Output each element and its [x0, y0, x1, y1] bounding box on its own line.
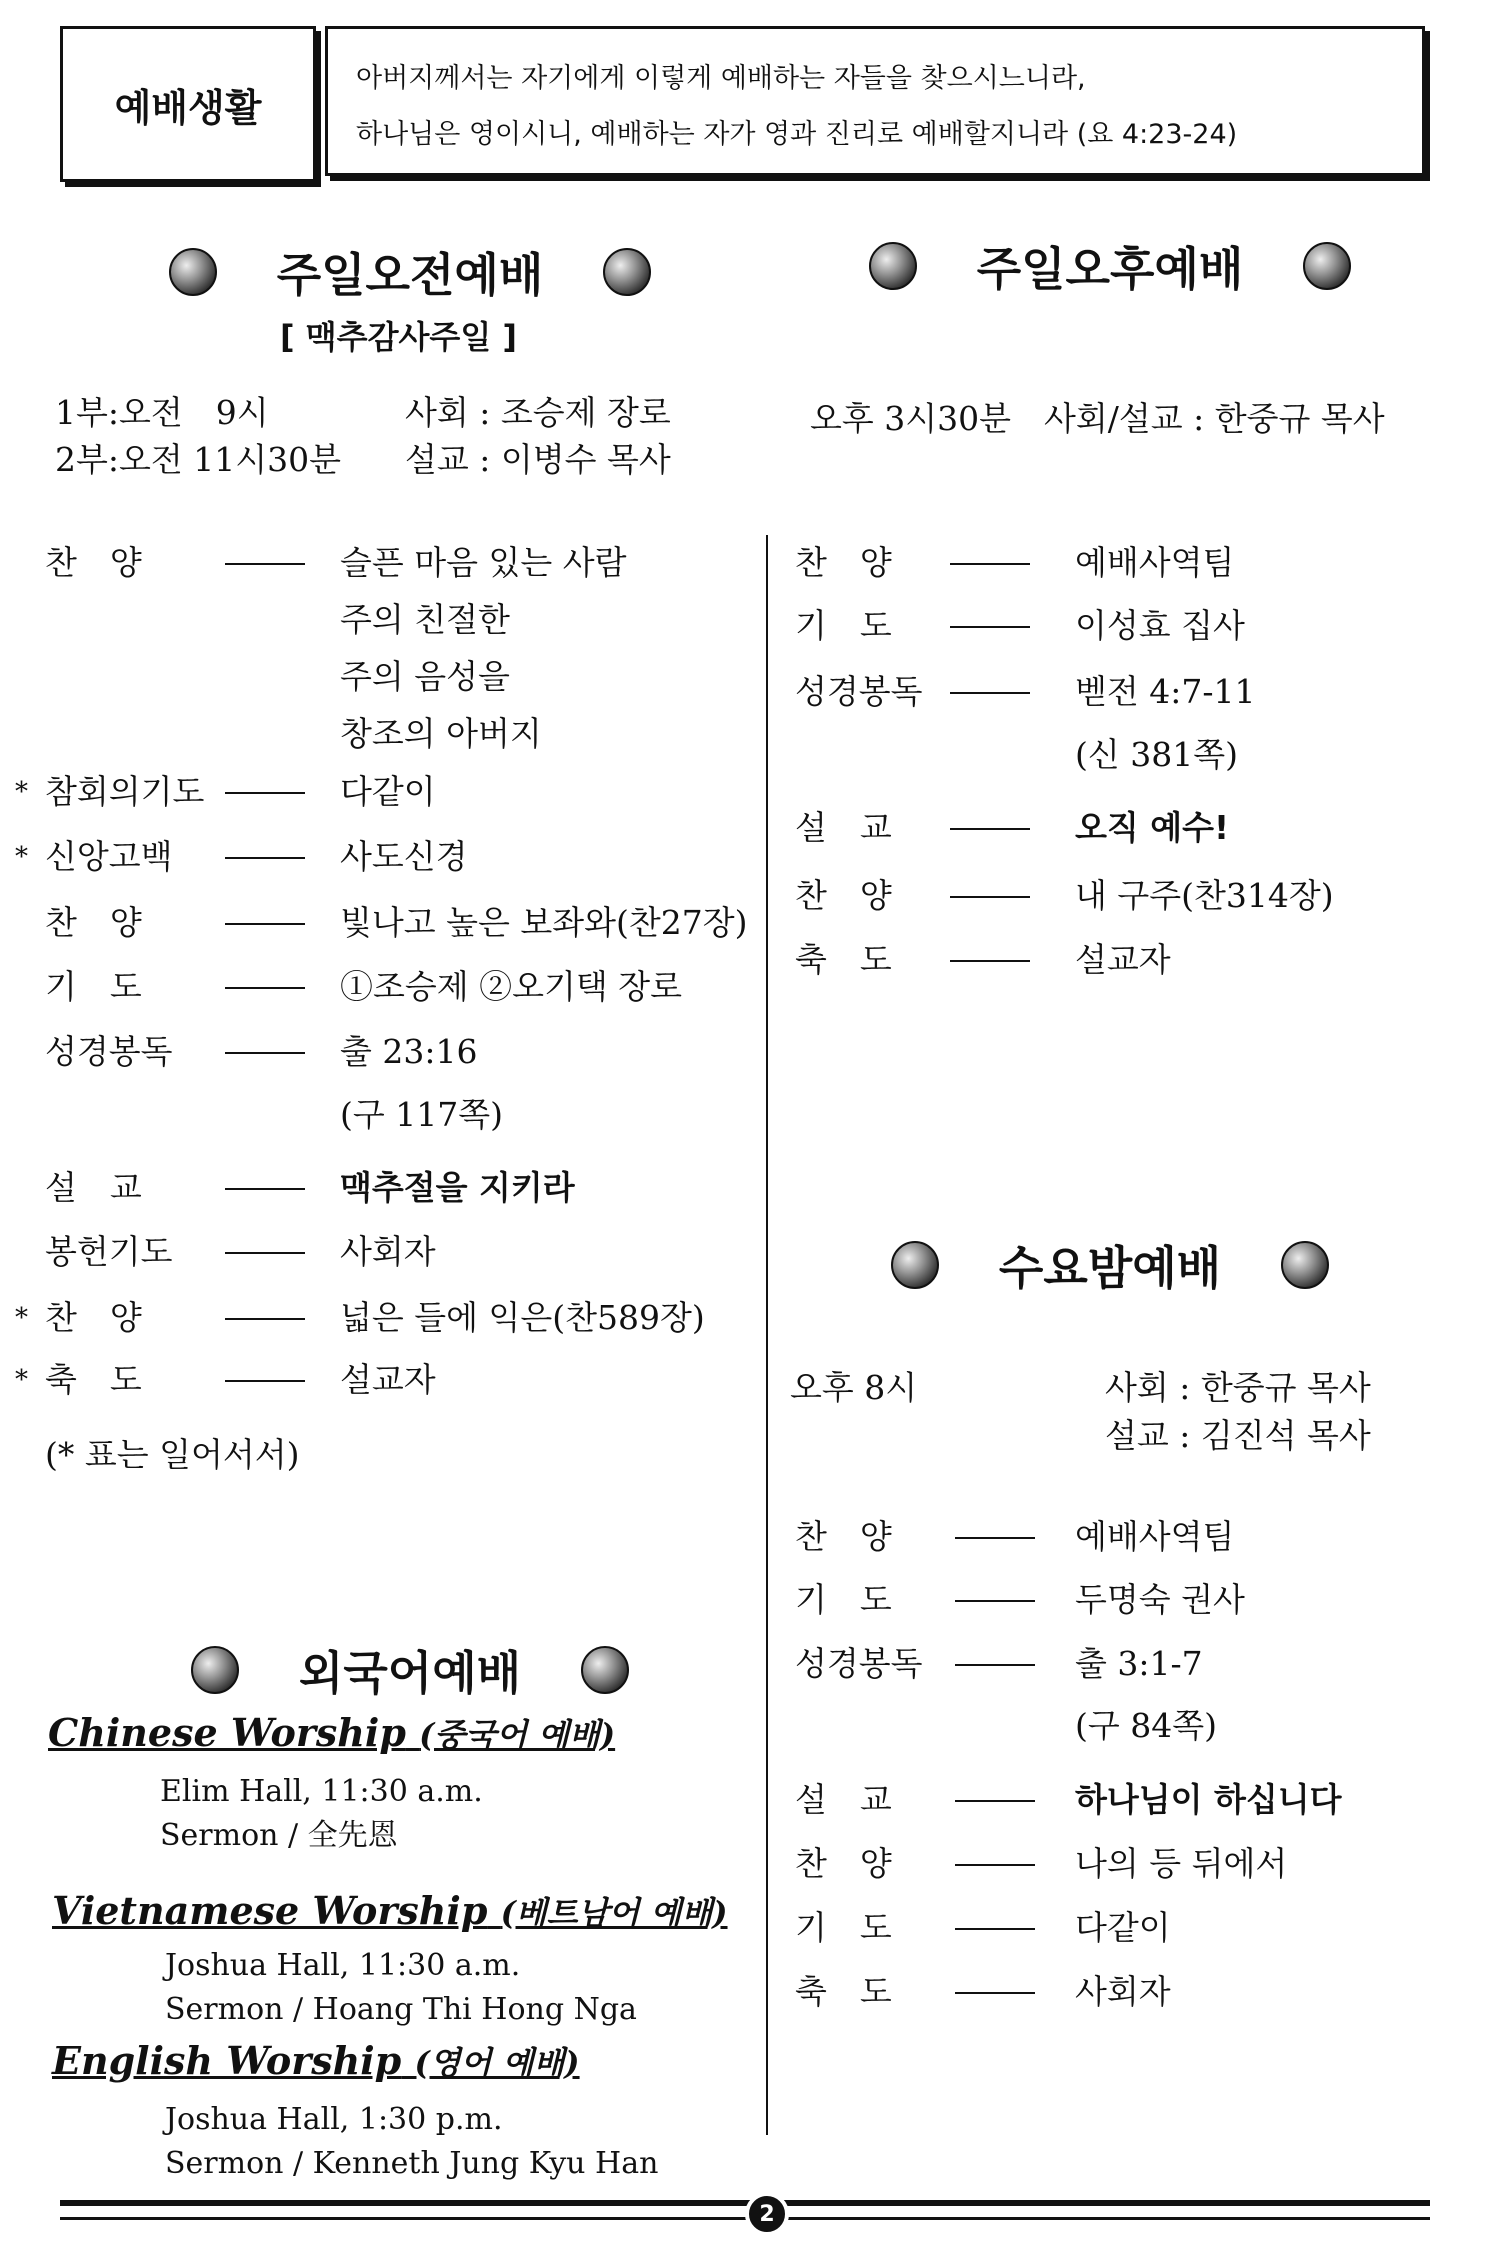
english-worship-sermon: Sermon / Kenneth Jung Kyu Han: [165, 2146, 659, 2181]
order-dash: [950, 692, 1030, 694]
order-label: 축 도: [795, 940, 892, 979]
order-value: 사회자: [1075, 1972, 1171, 2011]
order-row: [45, 600, 745, 640]
order-label: 성경봉독: [45, 1032, 173, 1071]
order-dash: [225, 987, 305, 989]
order-label: 기 도: [795, 1580, 892, 1619]
order-value: 내 구주(찬314장): [1075, 876, 1334, 915]
order-value: 출 23:16: [340, 1032, 478, 1071]
chinese-worship-kr: (중국어 예배): [419, 1716, 616, 1754]
order-row: [795, 606, 1491, 646]
english-worship-kr: (영어 예배): [414, 2044, 580, 2082]
order-value: 슬픈 마음 있는 사람: [340, 543, 627, 582]
order-row: [795, 1580, 1491, 1620]
vietnamese-worship-place: Joshua Hall, 11:30 a.m.: [165, 1948, 521, 1983]
order-label: 참회의기도: [45, 772, 205, 811]
morning-subtitle: [ 맥추감사주일 ]: [280, 318, 518, 356]
order-value: 설교자: [1075, 940, 1171, 979]
chinese-worship-name: Chinese Worship: [48, 1710, 406, 1755]
order-dash: [225, 857, 305, 859]
order-value: 나의 등 뒤에서: [1075, 1844, 1288, 1883]
order-row: [795, 735, 1491, 775]
order-row: [795, 672, 1491, 712]
order-dash: [955, 1800, 1035, 1802]
bullet-ball-icon: [169, 248, 217, 296]
order-value: 빛나고 높은 보좌와(찬27장): [340, 903, 748, 942]
order-value: 사도신경: [340, 837, 468, 876]
order-row: [795, 808, 1491, 848]
english-worship-heading: [52, 2038, 580, 2084]
afternoon-title-text: 주일오후예배: [976, 242, 1244, 296]
foreign-title-text: 외국어예배: [298, 1646, 522, 1700]
order-label: 기 도: [795, 1908, 892, 1947]
afternoon-title: [780, 226, 1440, 306]
standing-mark: *: [15, 842, 28, 872]
order-value: (신 381쪽): [1075, 735, 1238, 774]
bullet-ball-icon: [191, 1646, 239, 1694]
standing-mark: *: [15, 1365, 28, 1395]
order-row: [795, 940, 1491, 980]
order-value: 창조의 아버지: [340, 714, 542, 753]
morning-time-2: 2부:오전 11시30분: [55, 440, 341, 479]
order-label: 축 도: [795, 1972, 892, 2011]
order-value: ①조승제 ②오기택 장로: [340, 967, 683, 1006]
morning-title: [60, 232, 760, 312]
section-label: [60, 26, 316, 182]
order-dash: [225, 1188, 305, 1190]
order-row: [795, 1908, 1491, 1948]
morning-note: (* 표는 일어서서): [45, 1435, 300, 1474]
order-label: 성경봉독: [795, 672, 923, 711]
order-row: [795, 876, 1491, 916]
morning-time-1: 1부:오전 9시: [55, 393, 269, 432]
order-label: 찬 양: [795, 876, 892, 915]
wednesday-title-text: 수요밤예배: [998, 1241, 1222, 1295]
standing-mark: *: [15, 777, 28, 807]
order-label: 설 교: [795, 1780, 892, 1819]
order-dash: [950, 563, 1030, 565]
order-row: [45, 903, 748, 943]
order-row: [45, 1032, 745, 1072]
foreign-title: [60, 1630, 760, 1710]
order-value: (구 117쪽): [340, 1095, 503, 1134]
section-label-text: 예배생활: [114, 85, 262, 130]
order-row: [45, 657, 745, 697]
order-label: 찬 양: [45, 543, 142, 582]
vietnamese-worship-heading: [52, 1888, 728, 1934]
order-dash: [225, 1380, 305, 1382]
wednesday-title: [780, 1225, 1440, 1305]
order-row: [795, 1706, 1491, 1746]
chinese-worship-sermon: Sermon / 全先恩: [160, 1818, 398, 1853]
chinese-worship-heading: [48, 1710, 615, 1756]
order-label: 찬 양: [45, 1298, 142, 1337]
order-row: [795, 1844, 1491, 1884]
order-row: [45, 1095, 745, 1135]
afternoon-info: 오후 3시30분 사회/설교 : 한중규 목사: [810, 399, 1385, 438]
morning-host: 사회 : 조승제 장로: [405, 393, 671, 432]
morning-preacher: 설교 : 이병수 목사: [405, 440, 671, 479]
order-row: [795, 543, 1491, 583]
order-label: 기 도: [45, 967, 142, 1006]
order-value: 이성효 집사: [1075, 606, 1245, 645]
order-value: 다같이: [340, 772, 436, 811]
order-label: 성경봉독: [795, 1644, 923, 1683]
order-dash: [225, 1252, 305, 1254]
order-dash: [955, 1992, 1035, 1994]
wednesday-host: 사회 : 한중규 목사: [1105, 1368, 1371, 1407]
order-dash: [225, 1318, 305, 1320]
order-value: 벧전 4:7-11: [1075, 672, 1256, 711]
order-row: [15, 1360, 745, 1400]
order-row: [45, 1168, 745, 1208]
order-value: 하나님이 하십니다: [1075, 1780, 1342, 1819]
english-worship-name: English Worship: [52, 2038, 402, 2083]
order-row: [795, 1644, 1491, 1684]
order-dash: [950, 896, 1030, 898]
order-value: 두명숙 권사: [1075, 1580, 1245, 1619]
bullet-ball-icon: [891, 1241, 939, 1289]
page-number: 2: [745, 2192, 789, 2236]
bullet-ball-icon: [1281, 1241, 1329, 1289]
order-value: 예배사역팀: [1075, 1517, 1235, 1556]
order-label: 찬 양: [795, 1517, 892, 1556]
scripture-quote: [325, 26, 1425, 176]
order-value: 주의 친절한: [340, 600, 510, 639]
order-label: 찬 양: [795, 543, 892, 582]
order-value: 설교자: [340, 1360, 436, 1399]
standing-mark: *: [15, 1303, 28, 1333]
order-value: 오직 예수!: [1075, 808, 1230, 847]
order-dash: [225, 563, 305, 565]
order-row: [15, 772, 745, 812]
order-dash: [955, 1600, 1035, 1602]
order-row: [45, 714, 745, 754]
order-dash: [225, 923, 305, 925]
order-value: 다같이: [1075, 1908, 1171, 1947]
vietnamese-worship-sermon: Sermon / Hoang Thi Hong Nga: [165, 1992, 637, 2027]
quote-line-2: 하나님은 영이시니, 예배하는 자가 영과 진리로 예배할지니라 (요 4:23-24): [356, 119, 1238, 150]
order-row: [15, 837, 745, 877]
order-row: [795, 1780, 1491, 1820]
order-label: 설 교: [45, 1168, 142, 1207]
chinese-worship-place: Elim Hall, 11:30 a.m.: [160, 1774, 483, 1809]
column-divider: [766, 535, 768, 2135]
order-value: 예배사역팀: [1075, 543, 1235, 582]
vietnamese-worship-name: Vietnamese Worship: [52, 1888, 488, 1933]
order-label: 설 교: [795, 808, 892, 847]
order-label: 찬 양: [795, 1844, 892, 1883]
order-dash: [955, 1864, 1035, 1866]
wednesday-preacher: 설교 : 김진석 목사: [1105, 1416, 1371, 1455]
bullet-ball-icon: [603, 248, 651, 296]
order-dash: [950, 960, 1030, 962]
order-row: [45, 1232, 745, 1272]
order-value: 넓은 들에 익은(찬589장): [340, 1298, 705, 1337]
order-dash: [955, 1664, 1035, 1666]
order-label: 봉헌기도: [45, 1232, 173, 1271]
english-worship-place: Joshua Hall, 1:30 p.m.: [165, 2102, 503, 2137]
wednesday-time: 오후 8시: [790, 1368, 918, 1407]
order-row: [795, 1517, 1491, 1557]
order-row: [15, 1298, 745, 1338]
order-dash: [950, 626, 1030, 628]
order-label: 찬 양: [45, 903, 142, 942]
order-value: 주의 음성을: [340, 657, 510, 696]
bullet-ball-icon: [869, 242, 917, 290]
order-dash: [950, 828, 1030, 830]
order-value: 맥추절을 지키라: [340, 1168, 575, 1207]
order-dash: [955, 1537, 1035, 1539]
morning-title-text: 주일오전예배: [276, 248, 544, 302]
order-dash: [955, 1928, 1035, 1930]
order-row: [45, 967, 745, 1007]
order-label: 기 도: [795, 606, 892, 645]
order-row: [45, 543, 745, 583]
bullet-ball-icon: [1303, 242, 1351, 290]
order-value: (구 84쪽): [1075, 1706, 1217, 1745]
order-value: 출 3:1-7: [1075, 1644, 1203, 1683]
bullet-ball-icon: [581, 1646, 629, 1694]
order-label: 축 도: [45, 1360, 142, 1399]
order-value: 사회자: [340, 1232, 436, 1271]
vietnamese-worship-kr: (베트남어 예배): [500, 1894, 728, 1932]
quote-line-1: 아버지께서는 자기에게 이렇게 예배하는 자들을 찾으시느니라,: [356, 63, 1086, 94]
order-label: 신앙고백: [45, 837, 173, 876]
order-dash: [225, 1052, 305, 1054]
order-row: [795, 1972, 1491, 2012]
order-dash: [225, 792, 305, 794]
